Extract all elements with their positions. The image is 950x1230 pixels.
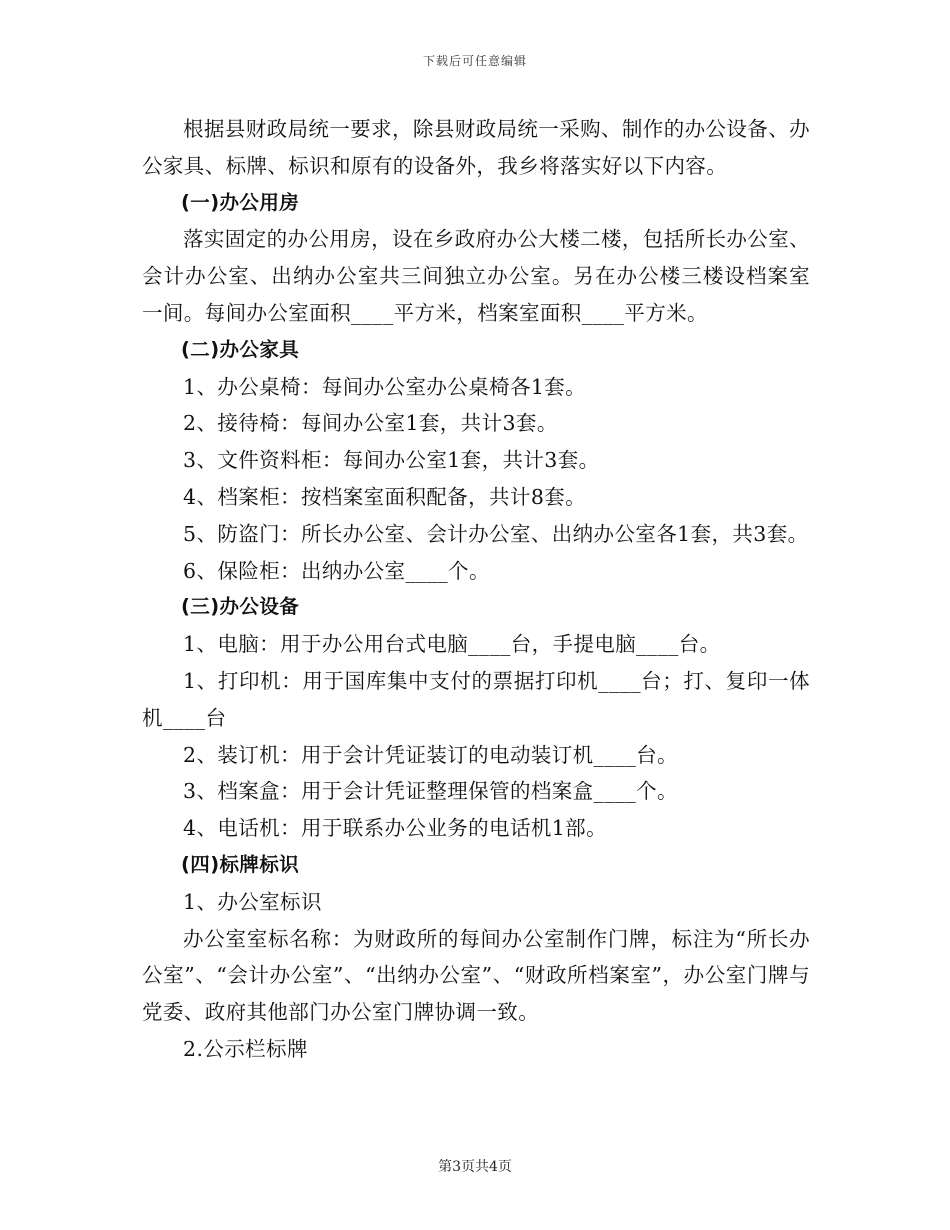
list-item-file-cabinets: 3、文件资料柜：每间办公室1套，共计3套。 [183,448,600,473]
document-body [142,111,810,1068]
list-item-printers: 1、打印机：用于国库集中支付的票据打印机____台；打、复印一体机____台 [142,668,810,730]
paragraph-office-rooms: 落实固定的办公用房，设在乡政府办公大楼二楼，包括所长办公室、会计办公室、出纳办公室共三间独立办公室。另在办公楼三楼设档案室一间。每间办公室面积____平方米，档案室面积____平方米。 [142,227,810,325]
list-item-desks: 1、办公桌椅：每间办公室办公桌椅各1套。 [183,374,587,399]
list-item-telephone: 4、电话机：用于联系办公业务的电话机1部。 [183,816,607,841]
section-heading-furniture: (二)办公家具 [181,337,300,361]
list-item-bulletin-board: 2.公示栏标牌 [183,1036,308,1061]
page-footer: 第3页共4页 [438,1159,512,1175]
list-item-security-doors: 5、防盗门：所长办公室、会计办公室、出纳办公室各1套，共3套。 [183,521,809,546]
section-heading-office-rooms: (一)办公用房 [181,190,300,214]
paragraph-intro: 根据县财政局统一要求，除县财政局统一采购、制作的办公设备、办公家具、标牌、标识和原有的设备外，我乡将落实好以下内容。 [142,117,810,178]
section-heading-equipment: (三)办公设备 [181,595,300,619]
list-item-reception-chairs: 2、接待椅：每间办公室1套，共计3套。 [183,411,558,436]
list-item-computers: 1、电脑：用于办公用台式电脑____台，手提电脑____台。 [183,632,721,657]
paragraph-office-sign-names: 办公室室标名称：为财政所的每间办公室制作门牌，标注为“所长办公室”、“会计办公室”、“出纳办公室”、“财政所档案室”，办公室门牌与党委、政府其他部门办公室门牌协调一致。 [142,926,810,1025]
section-heading-signage: (四)标牌标识 [181,852,300,876]
list-item-archive-boxes: 3、档案盒：用于会计凭证整理保管的档案盒____个。 [183,779,678,804]
list-item-office-signs: 1、办公室标识 [183,889,322,914]
list-item-binding-machine: 2、装订机：用于会计凭证装订的电动装订机____台。 [183,742,678,767]
list-item-archive-cabinets: 4、档案柜：按档案室面积配备，共计8套。 [183,484,587,509]
page-header: 下载后可任意编辑 [422,54,527,68]
list-item-safe: 6、保险柜：出纳办公室____个。 [183,558,490,583]
